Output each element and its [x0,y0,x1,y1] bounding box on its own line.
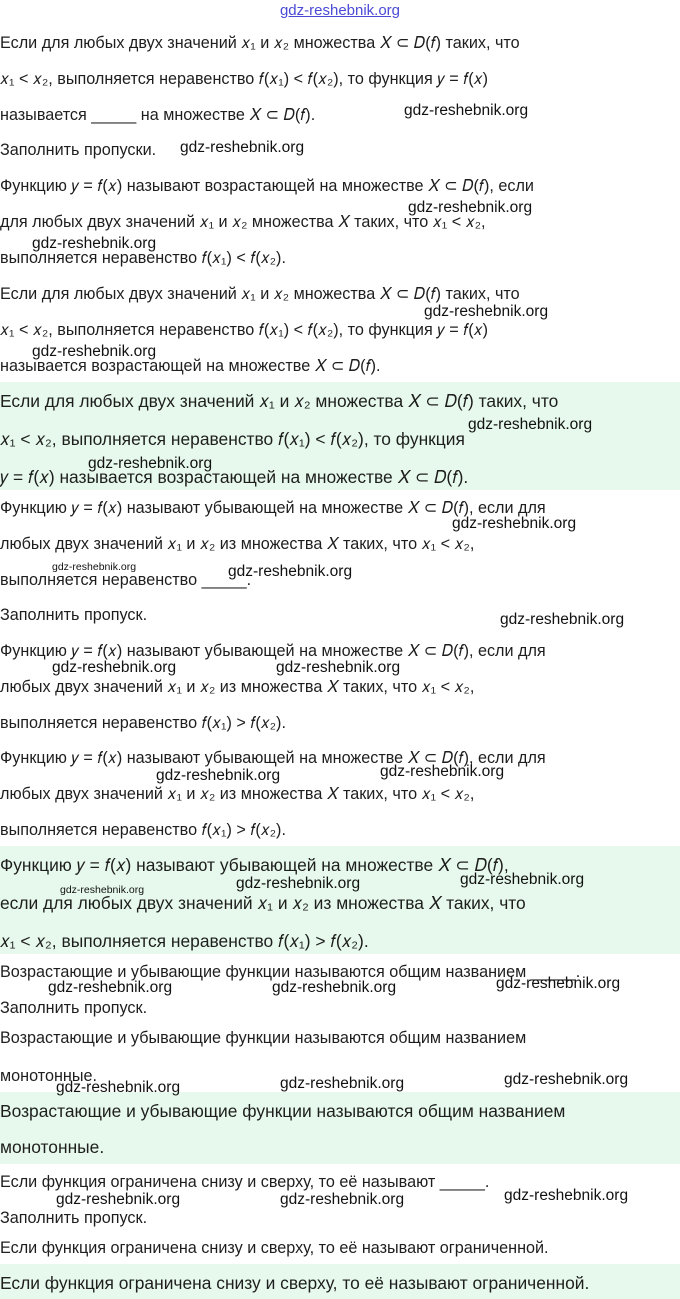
watermark: gdz-reshebnik.org [424,303,549,320]
text-line: 𝑥₁ < 𝑥₂, выполняется неравенство 𝑓(𝑥₁) > 𝑓(𝑥₂). [0,931,369,951]
watermark: gdz-reshebnik.org [404,102,529,119]
text-line: монотонные. [0,1137,105,1157]
watermark: gdz-reshebnik.org [504,1071,629,1088]
watermark: gdz-reshebnik.org [460,871,585,888]
watermark: gdz-reshebnik.org [180,139,305,156]
watermark: gdz-reshebnik.org [496,975,621,992]
task1-answer [0,382,680,490]
watermark: gdz-reshebnik.org [408,199,533,216]
text-line: выполняется неравенство _____. [0,571,252,589]
text-line: Функцию 𝑦 = 𝑓(𝑥) называют убывающей на множестве 𝑋 ⊂ 𝐷(𝑓), если для [0,642,546,660]
task2-solution [0,633,680,741]
task1-solution [0,168,680,276]
watermark: gdz-reshebnik.org [228,563,353,580]
text-line: Функцию 𝑦 = 𝑓(𝑥) называют убывающей на множестве 𝑋 ⊂ 𝐷(𝑓), если для [0,499,546,517]
text-line: Функцию 𝑦 = 𝑓(𝑥) называют убывающей на множестве 𝑋 ⊂ 𝐷(𝑓), [0,855,509,875]
text-line: 𝑥₁ < 𝑥₂, выполняется неравенство 𝑓(𝑥₁) < 𝑓(𝑥₂), то функция 𝑦 = 𝑓(𝑥) [0,321,489,339]
text-line: Заполнить пропуски. [0,141,157,159]
text-line: выполняется неравенство 𝑓(𝑥₁) > 𝑓(𝑥₂). [0,821,286,839]
watermark: gdz-reshebnik.org [156,767,281,784]
text-line: любых двух значений 𝑥₁ и 𝑥₂ из множества 𝑋 таких, что 𝑥₁ < 𝑥₂, [0,535,475,553]
watermark: gdz-reshebnik.org [280,1191,405,1208]
text-line: Если функция ограничена снизу и сверху, то её называют ограниченной. [0,1239,549,1257]
text-line: выполняется неравенство 𝑓(𝑥₁) > 𝑓(𝑥₂). [0,714,286,732]
watermark: gdz-reshebnik.org [236,875,361,892]
text-line: Возрастающие и убывающие функции называются общим названием [0,1029,527,1047]
watermark: gdz-reshebnik.org [452,515,577,532]
text-line: называется возрастающей на множестве 𝑋 ⊂ 𝐷(𝑓). [0,357,381,375]
watermark: gdz-reshebnik.org [60,884,145,896]
text-line: монотонные. [0,1067,97,1085]
text-line: 𝑥₁ < 𝑥₂, выполняется неравенство 𝑓(𝑥₁) < 𝑓(𝑥₂), то функция 𝑦 = 𝑓(𝑥) [0,70,489,88]
task2-answer [0,846,680,954]
watermark: gdz-reshebnik.org [88,455,213,472]
task1-restated [0,276,680,384]
text-line: любых двух значений 𝑥₁ и 𝑥₂ из множества 𝑋 таких, что 𝑥₁ < 𝑥₂, [0,678,475,696]
text-line: Функцию 𝑦 = 𝑓(𝑥) называют убывающей на множестве 𝑋 ⊂ 𝐷(𝑓), если для [0,749,546,767]
watermark: gdz-reshebnik.org [272,979,397,996]
task2-question [0,490,680,598]
text-line: называется _____ на множестве 𝑋 ⊂ 𝐷(𝑓). [0,106,316,124]
watermark: gdz-reshebnik.org [276,659,401,676]
watermark: gdz-reshebnik.org [56,1079,181,1096]
task2-answer-box [0,846,680,954]
watermark: gdz-reshebnik.org [280,1075,405,1092]
task3-answer-box [0,1092,680,1164]
watermark: gdz-reshebnik.org [48,979,173,996]
task4-answer-box [0,1264,680,1299]
text-line: Заполнить пропуск. [0,999,148,1017]
task3-answer [0,1092,680,1164]
watermark: gdz-reshebnik.org [32,343,157,360]
watermark: gdz-reshebnik.org [504,1187,629,1204]
text-line: для любых двух значений 𝑥₁ и 𝑥₂ множества 𝑋 таких, что 𝑥₁ < 𝑥₂, [0,213,486,231]
text-line: Если для любых двух значений 𝑥₁ и 𝑥₂ множества 𝑋 ⊂ 𝐷(𝑓) таких, что [0,285,520,303]
task4-answer [0,1264,680,1299]
text-line: Если для любых двух значений 𝑥₁ и 𝑥₂ множества 𝑋 ⊂ 𝐷(𝑓) таких, что [0,391,559,411]
watermark: gdz-reshebnik.org [500,611,625,628]
text-line: 𝑥₁ < 𝑥₂, выполняется неравенство 𝑓(𝑥₁) < 𝑓(𝑥₂), то функция [0,429,465,449]
text-line: Заполнить пропуск. [0,1209,148,1227]
watermark: gdz-reshebnik.org [56,1191,181,1208]
watermark: gdz-reshebnik.org [52,659,177,676]
task1-answer-box [0,382,680,490]
watermark: gdz-reshebnik.org [32,235,157,252]
task4-solution [0,1230,680,1266]
text-line: Возрастающие и убывающие функции называются общим названием [0,1101,566,1121]
watermark: gdz-reshebnik.org [52,561,137,573]
text-line: 𝑦 = 𝑓(𝑥) называется возрастающей на множестве 𝑋 ⊂ 𝐷(𝑓). [0,467,469,487]
watermark: gdz-reshebnik.org [380,763,505,780]
site-header-link[interactable]: gdz-reshebnik.org [279,2,401,19]
text-line: Функцию 𝑦 = 𝑓(𝑥) называют возрастающей на множестве 𝑋 ⊂ 𝐷(𝑓), если [0,177,534,195]
text-line: Возрастающие и убывающие функции называются общим названием _____. [0,963,581,981]
text-line: если для любых двух значений 𝑥₁ и 𝑥₂ из множества 𝑋 таких, что [0,893,526,913]
text-line: Если функция ограничена снизу и сверху, то её называют _____. [0,1173,490,1191]
task1-instruction [0,132,680,168]
text-line: выполняется неравенство 𝑓(𝑥₁) < 𝑓(𝑥₂). [0,249,286,267]
text-line: Заполнить пропуск. [0,606,148,624]
watermark: gdz-reshebnik.org [468,416,593,433]
text-line: любых двух значений 𝑥₁ и 𝑥₂ из множества 𝑋 таких, что 𝑥₁ < 𝑥₂, [0,785,475,803]
text-line: Если для любых двух значений 𝑥₁ и 𝑥₂ множества 𝑋 ⊂ 𝐷(𝑓) таких, что [0,34,520,52]
text-line: Если функция ограничена снизу и сверху, то её называют ограниченной. [0,1273,590,1293]
task1-question [0,25,680,133]
task2-restated [0,740,680,848]
